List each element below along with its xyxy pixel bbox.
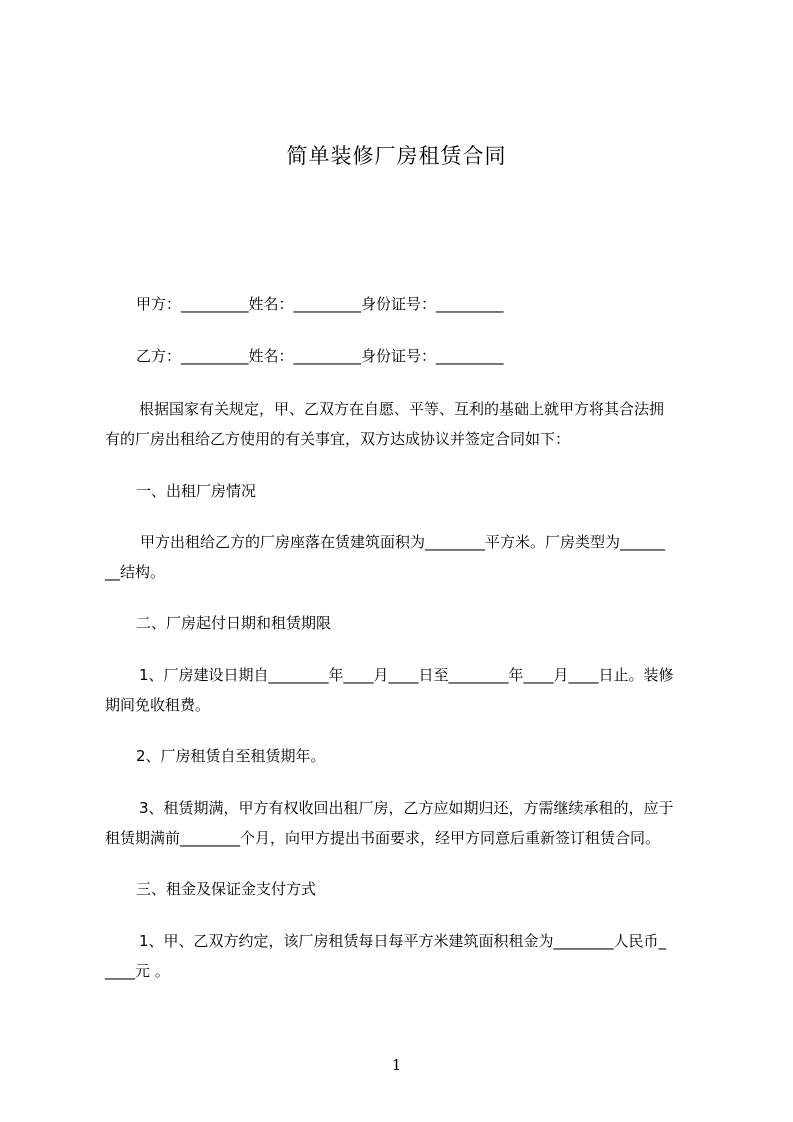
section-3-item-1-line-1: 1、甲、乙双方约定，该厂房租赁每日每平方米建筑面积租金为________人民币_ bbox=[139, 932, 667, 950]
section-3-heading: 三、租金及保证金支付方式 bbox=[136, 880, 317, 898]
section-2-heading: 二、厂房起付日期和租赁期限 bbox=[136, 614, 332, 632]
intro-line-2: 有的厂房出租给乙方使用的有关事宜，双方达成协议并签定合同如下： bbox=[105, 430, 571, 448]
section-2-item-1-line-2: 期间免收租费。 bbox=[105, 696, 211, 714]
page-number: 1 bbox=[391, 1056, 402, 1074]
intro-line-1: 根据国家有关规定，甲、乙双方在自愿、平等、互利的基础上就甲方将其合法拥 bbox=[139, 400, 665, 418]
section-1-line-1: 甲方出租给乙方的厂房座落在赁建筑面积为________平方米。厂房类型为______ bbox=[140, 533, 666, 551]
document-title: 简单装修厂房租赁合同 bbox=[286, 144, 507, 168]
section-2-item-1-line-1: 1、厂房建设日期自________年____月____日至________年____月____日止。装修 bbox=[139, 666, 674, 684]
party-b-line: 乙方：_________姓名：_________身份证号：_________ bbox=[136, 347, 504, 365]
section-1-heading: 一、出租厂房情况 bbox=[136, 482, 257, 500]
section-1-line-2: __结构。 bbox=[105, 563, 166, 581]
party-a-line: 甲方：_________姓名：_________身份证号：_________ bbox=[136, 295, 504, 313]
section-2-item-3-line-2: 租赁期满前________个月，向甲方提出书面要求，经甲方同意后重新签订租赁合同。 bbox=[105, 829, 661, 847]
section-2-item-2: 2、厂房租赁自至租赁期年。 bbox=[136, 747, 326, 765]
section-2-item-3-line-1: 3、租赁期满，甲方有权收回出租厂房，乙方应如期归还，方需继续承租的，应于 bbox=[139, 799, 674, 817]
section-3-item-1-line-2: ____元 。 bbox=[105, 962, 170, 980]
